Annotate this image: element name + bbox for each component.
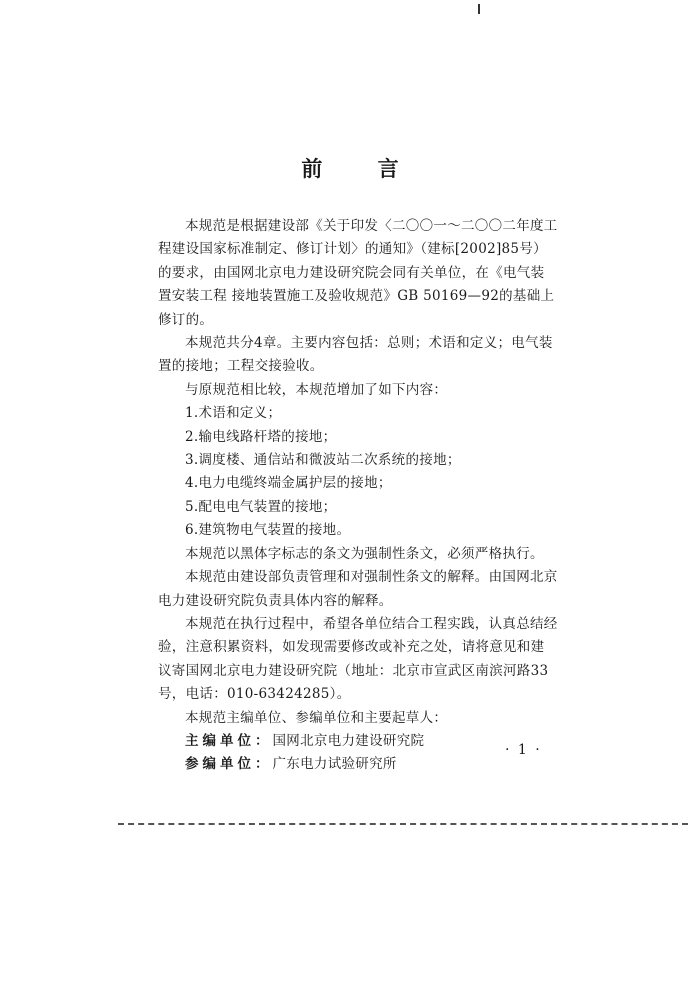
list-item: 1.术语和定义； <box>185 405 282 422</box>
paragraph-origin: 本规范是根据建设部《关于印发〈二〇〇一～二〇〇二年度工程建设国家标准制定、修订计划〉的通知》（建标[2002]85号）的要求，由国网北京电力建设研究院会同有关单位，在《电气装置安装工程 接地装置施工及验收规范》GB 50169—92的基础上修订的。 <box>158 218 558 328</box>
participating-unit-label: 参编单位： <box>185 756 273 773</box>
paragraph-mandatory: 本规范以黑体字标志的条文为强制性条文，必须严格执行。 <box>185 545 544 562</box>
participating-unit-value: 广东电力试验研究所 <box>272 756 397 773</box>
page-title: 前 言 <box>301 157 423 181</box>
chief-unit-value: 国网北京电力建设研究院 <box>272 732 425 749</box>
paragraph-feedback: 本规范在执行过程中，希望各单位结合工程实践，认真总结经验，注意积累资料，如发现需要修改或补充之处，请将意见和建议寄国网北京电力建设研究院（地址：北京市宣武区南滨河路33号，电话：010-63424285）。 <box>158 615 558 703</box>
paragraph-additions-intro: 与原规范相比较，本规范增加了如下内容： <box>185 381 448 398</box>
page-number: · 1 · <box>505 742 542 758</box>
list-item: 2.输电线路杆塔的接地； <box>185 428 337 445</box>
footer-divider <box>118 823 688 825</box>
chief-unit-line <box>158 730 558 753</box>
participating-unit-line <box>158 753 558 776</box>
list-item: 5.配电电气装置的接地； <box>185 498 337 515</box>
paragraph-chapters: 本规范共分4章。主要内容包括：总则；术语和定义；电气装置的接地；工程交接验收。 <box>158 335 553 375</box>
paragraph-management: 本规范由建设部负责管理和对强制性条文的解释。由国网北京电力建设研究院负责具体内容的解释。 <box>158 569 558 609</box>
chief-unit-label: 主编单位： <box>185 732 273 749</box>
list-item: 3.调度楼、通信站和微波站二次系统的接地； <box>185 452 461 469</box>
list-item: 4.电力电缆终端金属护层的接地； <box>185 475 392 492</box>
scan-mark <box>478 4 480 14</box>
preface-body <box>158 215 558 777</box>
paragraph-units-intro: 本规范主编单位、参编单位和主要起草人： <box>185 709 448 726</box>
list-item: 6.建筑物电气装置的接地。 <box>185 522 351 539</box>
